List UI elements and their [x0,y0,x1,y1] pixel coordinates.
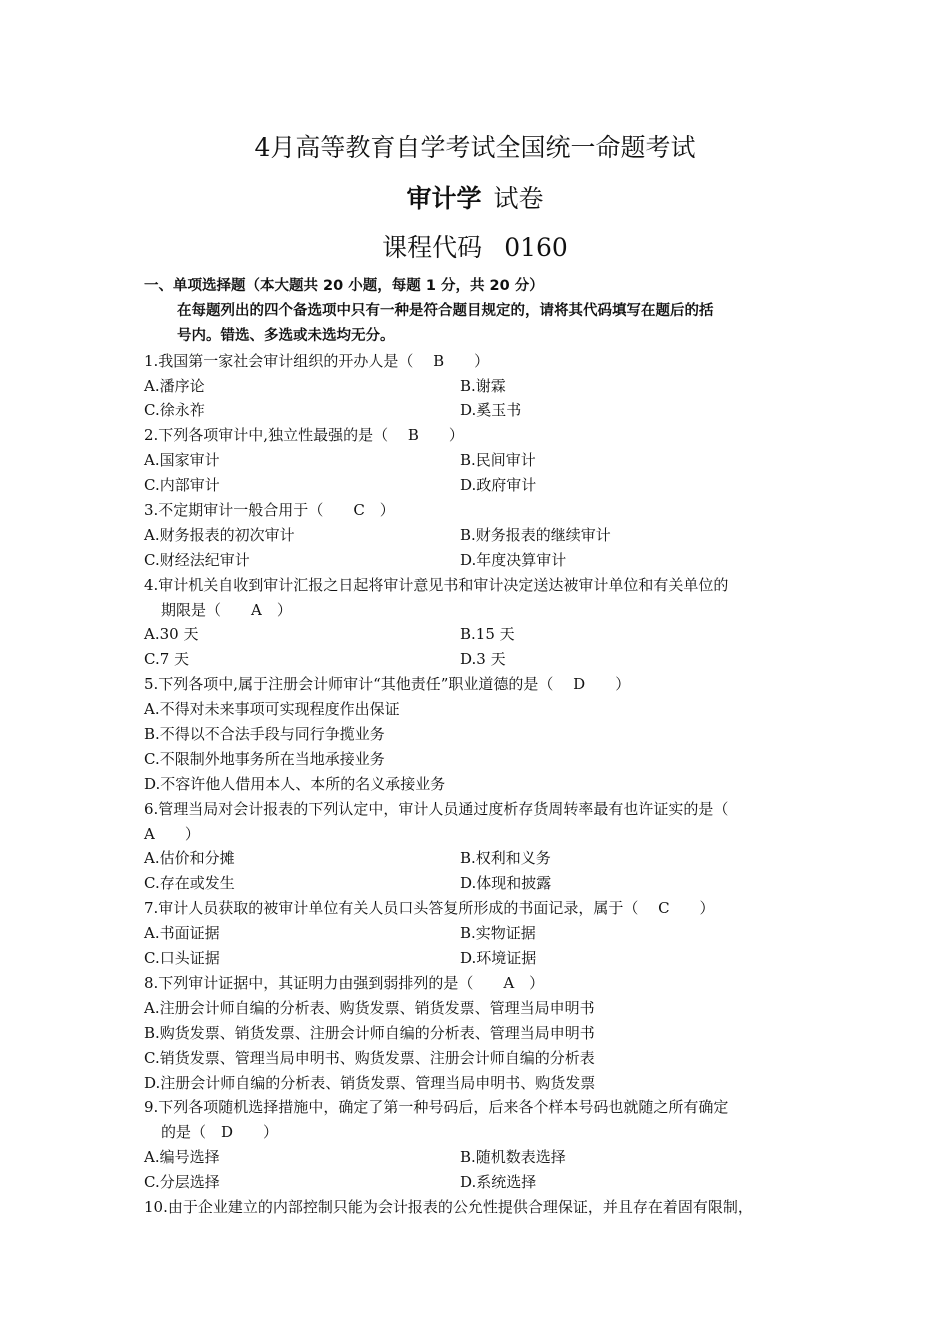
course-code [0,232,950,264]
question-5-stem: 5.下列各项中,属于注册会计师审计“其他责任”职业道德的是（ D ） [144,675,631,694]
question-7-options-row-2 [144,946,814,971]
exam-title: 4月高等教育自学考试全国统一命题考试 [254,133,696,162]
section-instructions-line-1: 在每题列出的四个备选项中只有一种是符合题目规定的，请将其代码填写在题后的括 [177,302,714,319]
option-c: C.不限制外地事务所在当地承接业务 [144,749,385,768]
question-4-options-row-1 [144,622,814,647]
option-d: D.环境证据 [460,949,537,968]
option-b: B.财务报表的继续审计 [460,525,611,544]
question-3-stem: 3.不定期审计一般合用于（ C ） [144,501,395,520]
subject-suffix: 试卷 [493,184,544,213]
subject-name: 审计学 [406,184,482,213]
question-1-options-row-2 [144,398,814,423]
option-d: D.体现和披露 [460,874,552,893]
question-4-stem-line-1: 4.审计机关自收到审计汇报之日起将审计意见书和审计决定送达被审计单位和有关单位的 [144,575,729,594]
question-3-options-row-1 [144,523,814,548]
option-d: D.奚玉书 [460,401,522,420]
option-a: A.财务报表的初次审计 [144,525,295,544]
question-3-options-row-2 [144,548,814,573]
option-d: D.注册会计师自编的分析表、销货发票、管理当局申明书、购货发票 [144,1073,596,1092]
option-c: C.存在或发生 [144,874,235,893]
option-c: C.分层选择 [144,1173,220,1192]
option-c: C.7 天 [144,650,190,669]
question-9-stem-line-2: 的是（ D ） [161,1123,279,1142]
question-4-options-row-2 [144,647,814,672]
question-6-options-row-1 [144,846,814,871]
question-1-stem: 1.我国第一家社会审计组织的开办人是（ B ） [144,351,490,370]
question-6-stem-line-2: A ） [144,824,200,843]
question-7-stem: 7.审计人员获取的被审计单位有关人员口头答复所形成的书面记录，属于（ C ） [144,899,715,918]
option-b: B.谢霖 [460,376,506,395]
option-d: D.3 天 [460,650,506,669]
option-b: B.权利和义务 [460,849,551,868]
question-section [144,274,814,1220]
option-b: B.民间审计 [460,451,536,470]
question-10-stem: 10.由于企业建立的内部控制只能为会计报表的公允性提供合理保证，并且存在着固有限制， [144,1197,753,1216]
course-code-value: 0160 [504,233,568,262]
option-a: A.30 天 [144,625,199,644]
option-b: B.购货发票、销货发票、注册会计师自编的分析表、管理当局申明书 [144,1023,595,1042]
option-c: C.销货发票、管理当局申明书、购货发票、注册会计师自编的分析表 [144,1048,595,1067]
question-4-stem-line-2: 期限是（ A ） [161,600,292,619]
question-1-options-row-1 [144,374,814,399]
option-d: D.政府审计 [460,476,537,495]
option-b: B.15 天 [460,625,515,644]
subject-title [0,183,950,215]
option-c: C.财经法纪审计 [144,550,250,569]
question-9-options-row-2 [144,1170,814,1195]
option-a: A.国家审计 [144,451,220,470]
option-c: C.徐永祚 [144,401,205,420]
course-code-label: 课程代码 [382,233,483,262]
option-a: A.注册会计师自编的分析表、购货发票、销货发票、管理当局申明书 [144,998,595,1017]
option-a: A.潘序论 [144,376,205,395]
question-2-options-row-2 [144,473,814,498]
option-d: D.年度决算审计 [460,550,567,569]
section-instructions-line-2: 号内。错选、多选或未选均无分。 [177,327,395,344]
option-b: B.随机数表选择 [460,1148,566,1167]
question-2-stem: 2.下列各项审计中,独立性最强的是（ B ） [144,426,464,445]
option-b: B.不得以不合法手段与同行争揽业务 [144,725,385,744]
option-a: A.书面证据 [144,924,220,943]
question-9-stem-line-1: 9.下列各项随机选择措施中，确定了第一种号码后，后来各个样本号码也就随之所有确定 [144,1098,729,1117]
option-a: A.编号选择 [144,1148,220,1167]
question-8-stem: 8.下列审计证据中，其证明力由强到弱排列的是（ A ） [144,973,545,992]
option-c: C.口头证据 [144,949,220,968]
question-7-options-row-1 [144,921,814,946]
question-6-stem-line-1: 6.管理当局对会计报表的下列认定中，审计人员通过度析存货周转率最有也许证实的是（ [144,799,729,818]
section-heading: 一、单项选择题（本大题共 20 小题，每题 1 分，共 20 分） [144,278,544,294]
option-b: B.实物证据 [460,924,536,943]
option-c: C.内部审计 [144,476,220,495]
option-a: A.估价和分摊 [144,849,235,868]
question-9-options-row-1 [144,1145,814,1170]
option-d: D.系统选择 [460,1173,537,1192]
option-a: A.不得对未来事项可实现程度作出保证 [144,700,400,719]
question-6-options-row-2 [144,871,814,896]
option-d: D.不容许他人借用本人、本所的名义承接业务 [144,774,446,793]
question-2-options-row-1 [144,448,814,473]
